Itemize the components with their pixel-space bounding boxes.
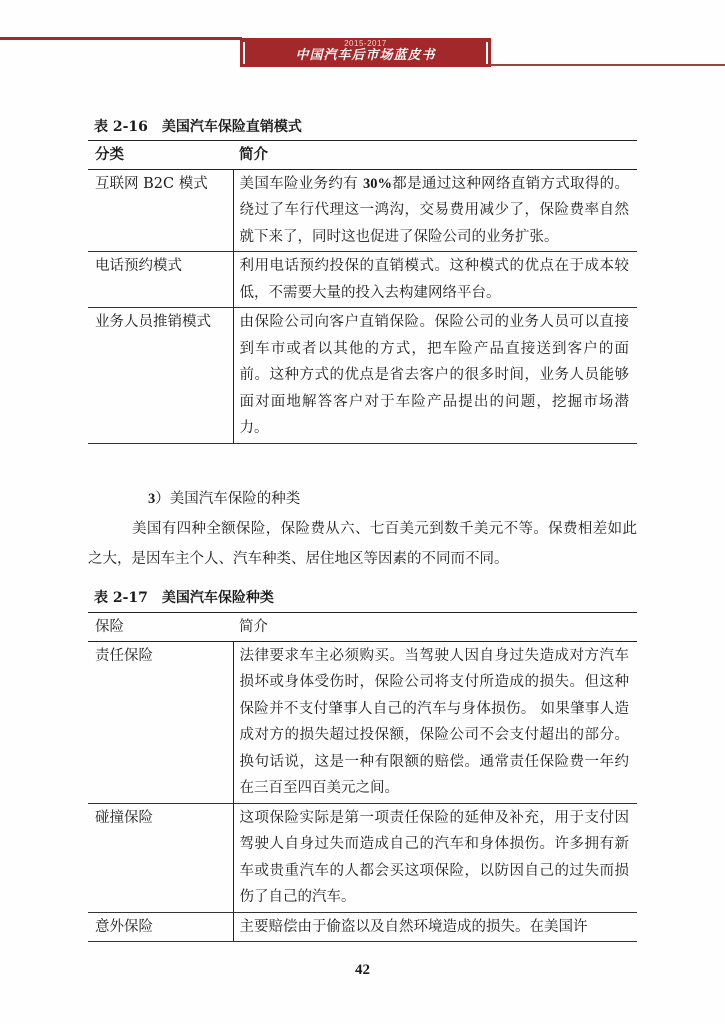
table-2-17-caption: [94, 589, 274, 607]
section-heading-text: ）美国汽车保险的种类: [155, 491, 301, 507]
table-row: [88, 803, 637, 912]
section-heading-number: 3: [148, 491, 156, 507]
table-header-row: [88, 613, 637, 642]
table-2-16: [88, 140, 637, 444]
desc-text: 都是通过这种网络直销方式取得的。绕过了车行代理这一鸿沟，交易费用减少了，保险费率自然就下来了，同时这也促进了保险公司的业务扩张。: [239, 175, 630, 245]
header-book-title: 中国汽车后市场蓝皮书: [295, 48, 436, 63]
row-category: 业务人员推销模式: [88, 308, 233, 444]
row-category: 责任保险: [88, 641, 233, 803]
row-description: 由保险公司向客户直销保险。保险公司的业务人员可以直接到车市或者以其他的方式，把车险产品直接送到客户的面前。这种方式的优点是省去客户的很多时间，业务人员能够面对面地解答客户对于车险产品提出的问题，挖掘市场潜力。: [233, 308, 637, 444]
header-rule-right: [490, 64, 725, 66]
row-category: [88, 169, 233, 252]
table-title: 美国汽车保险种类: [161, 590, 274, 606]
header-rule-left: [0, 37, 242, 40]
table-number: 表 2-17: [94, 590, 148, 606]
desc-text: 美国车险业务约有: [239, 175, 363, 192]
row-category: 意外保险: [88, 912, 233, 942]
table-2-17: [88, 612, 637, 942]
header-years: 2015-2017: [344, 39, 387, 48]
row-category: 碰撞保险: [88, 803, 233, 912]
row-description: 主要赔偿由于偷盗以及自然环境造成的损失。在美国许: [233, 912, 637, 942]
column-header-insurance: 保险: [88, 613, 233, 642]
table-row: [88, 252, 637, 308]
row-description: 法律要求车主必须购买。当驾驶人因自身过失造成对方汽车损坏或身体受伤时，保险公司将支付所造成的损失。但这种保险并不支付肇事人自己的汽车与身体损伤。 如果肇事人造成对方的损失超过投保额，保险公司不会支付超出的部分。换句话说，这是一种有限额的赔偿。通常责任保险费一年约在三百至四百美元之间。: [233, 641, 637, 803]
row-category-text: 互联网 B2C 模式: [95, 175, 208, 192]
table-row: [88, 912, 637, 942]
column-header-category: 分类: [88, 141, 233, 170]
table-2-16-caption: [94, 118, 302, 136]
page-number: 42: [355, 962, 370, 978]
table-title: 美国汽车保险直销模式: [161, 119, 302, 135]
section-heading: [148, 488, 300, 510]
row-category: 电话预约模式: [88, 252, 233, 308]
desc-highlight: 30%: [362, 175, 392, 192]
column-header-description: 简介: [233, 613, 637, 642]
table-row: [88, 169, 637, 252]
row-description: 利用电话预约投保的直销模式。这种模式的优点在于成本较低，不需要大量的投入去构建网络平台。: [233, 252, 637, 308]
table-row: [88, 641, 637, 803]
table-number: 表 2-16: [94, 119, 148, 135]
body-paragraph: 美国有四种全额保险，保险费从六、七百美元到数千美元不等。保费相差如此之大，是因车主个人、汽车种类、居住地区等因素的不同而不同。: [88, 521, 637, 567]
row-description: 这项保险实际是第一项责任保险的延伸及补充，用于支付因驾驶人自身过失而造成自己的汽车和身体损伤。许多拥有新车或贵重汽车的人都会买这项保险，以防因自己的过失而损伤了自己的汽车。: [233, 803, 637, 912]
table-row: [88, 308, 637, 444]
row-description: [233, 169, 637, 252]
table-header-row: [88, 141, 637, 170]
column-header-description: 简介: [233, 141, 637, 170]
